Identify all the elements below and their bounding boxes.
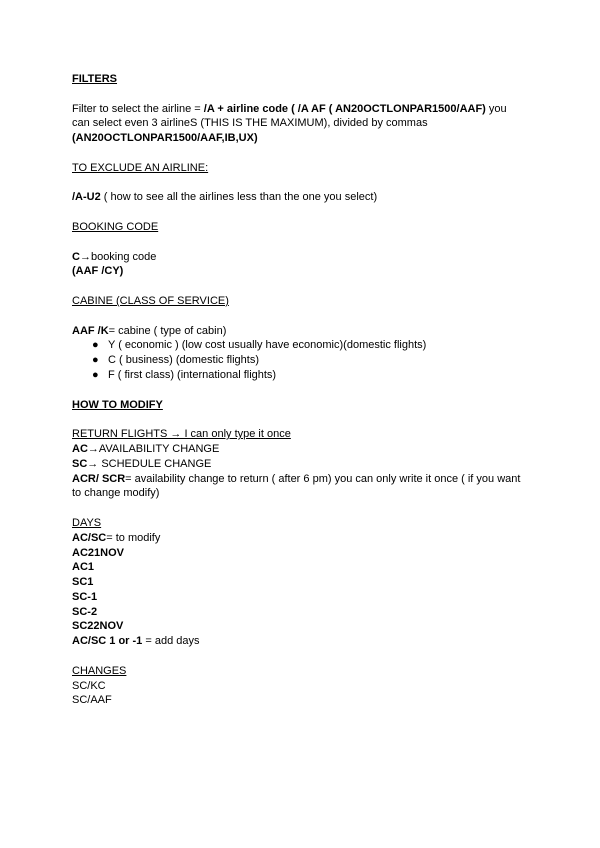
bullet-icon: ● xyxy=(92,339,99,352)
modify-heading: HOW TO MODIFY xyxy=(72,398,163,411)
list-item-text: Y ( economic ) (low cost usually have economic)(domestic flights) xyxy=(108,339,427,352)
ac-description: →AVAILABILITY CHANGE xyxy=(87,442,220,455)
booking-command: C xyxy=(72,250,80,263)
cabine-line xyxy=(72,324,542,339)
acsc-line xyxy=(72,531,542,546)
booking-description: →booking code xyxy=(79,250,157,263)
days-command: AC1 xyxy=(72,561,95,574)
days-command: SC22NOV xyxy=(72,620,124,633)
cabine-description: = cabine ( type of cabin) xyxy=(108,324,227,337)
booking-example: (AAF /CY) xyxy=(72,265,124,278)
days-heading: DAYS xyxy=(72,516,102,529)
acr-description: = availability change to return ( after 6 pm) you can only write it once ( if you want xyxy=(125,472,521,485)
days-command: SC-2 xyxy=(72,605,98,618)
days-command: SC1 xyxy=(72,576,94,589)
bullet-icon: ● xyxy=(92,354,99,367)
ac-line xyxy=(72,442,542,457)
filters-line-1 xyxy=(72,102,542,117)
acr-line-2: to change modify) xyxy=(72,487,160,500)
filters-example: (AN20OCTLONPAR1500/AAF,IB,UX) xyxy=(72,132,258,145)
exclude-description: ( how to see all the airlines less than the one you select) xyxy=(100,191,378,204)
filters-command: /A + airline code ( /A AF ( AN20OCTLONPAR1500/AAF) xyxy=(203,102,486,115)
changes-line: SC/AAF xyxy=(72,694,112,707)
document-page xyxy=(72,72,542,708)
exclude-command: /A-U2 xyxy=(72,191,101,204)
exclude-line xyxy=(72,190,542,205)
add-days-command: AC/SC 1 or -1 xyxy=(72,635,143,648)
list-item xyxy=(72,338,542,353)
exclude-heading: TO EXCLUDE AN AIRLINE: xyxy=(72,161,209,174)
ac-command: AC xyxy=(72,442,88,455)
return-flights-heading: RETURN FLIGHTS → I can only type it once xyxy=(72,428,291,441)
booking-heading: BOOKING CODE xyxy=(72,220,159,233)
cabine-list xyxy=(72,338,542,382)
filters-text: Filter to select the airline = xyxy=(72,102,204,115)
add-days-description: = add days xyxy=(142,635,200,648)
list-item xyxy=(72,368,542,383)
cabine-heading: CABINE (CLASS OF SERVICE) xyxy=(72,294,229,307)
cabine-command: AAF /K xyxy=(72,324,109,337)
sc-line xyxy=(72,457,542,472)
filters-line-2: can select even 3 airlineS (THIS IS THE MAXIMUM), divided by commas xyxy=(72,117,428,130)
add-days-line xyxy=(72,634,542,649)
filters-heading: FILTERS xyxy=(72,73,118,85)
list-item-text: F ( first class) (international flights) xyxy=(108,368,277,381)
days-command: AC21NOV xyxy=(72,546,124,559)
changes-line: SC/KC xyxy=(72,679,106,692)
sc-description: → SCHEDULE CHANGE xyxy=(87,457,212,470)
filters-tail: you xyxy=(485,102,507,115)
booking-line xyxy=(72,250,542,265)
changes-heading: CHANGES xyxy=(72,664,127,677)
acr-line xyxy=(72,472,542,487)
list-item xyxy=(72,353,542,368)
days-command: SC-1 xyxy=(72,590,98,603)
acr-command: ACR/ SCR xyxy=(72,472,126,485)
bullet-icon: ● xyxy=(92,368,99,381)
acsc-description: = to modify xyxy=(106,531,161,544)
acsc-command: AC/SC xyxy=(72,531,107,544)
sc-command: SC xyxy=(72,457,88,470)
list-item-text: C ( business) (domestic flights) xyxy=(108,354,259,367)
